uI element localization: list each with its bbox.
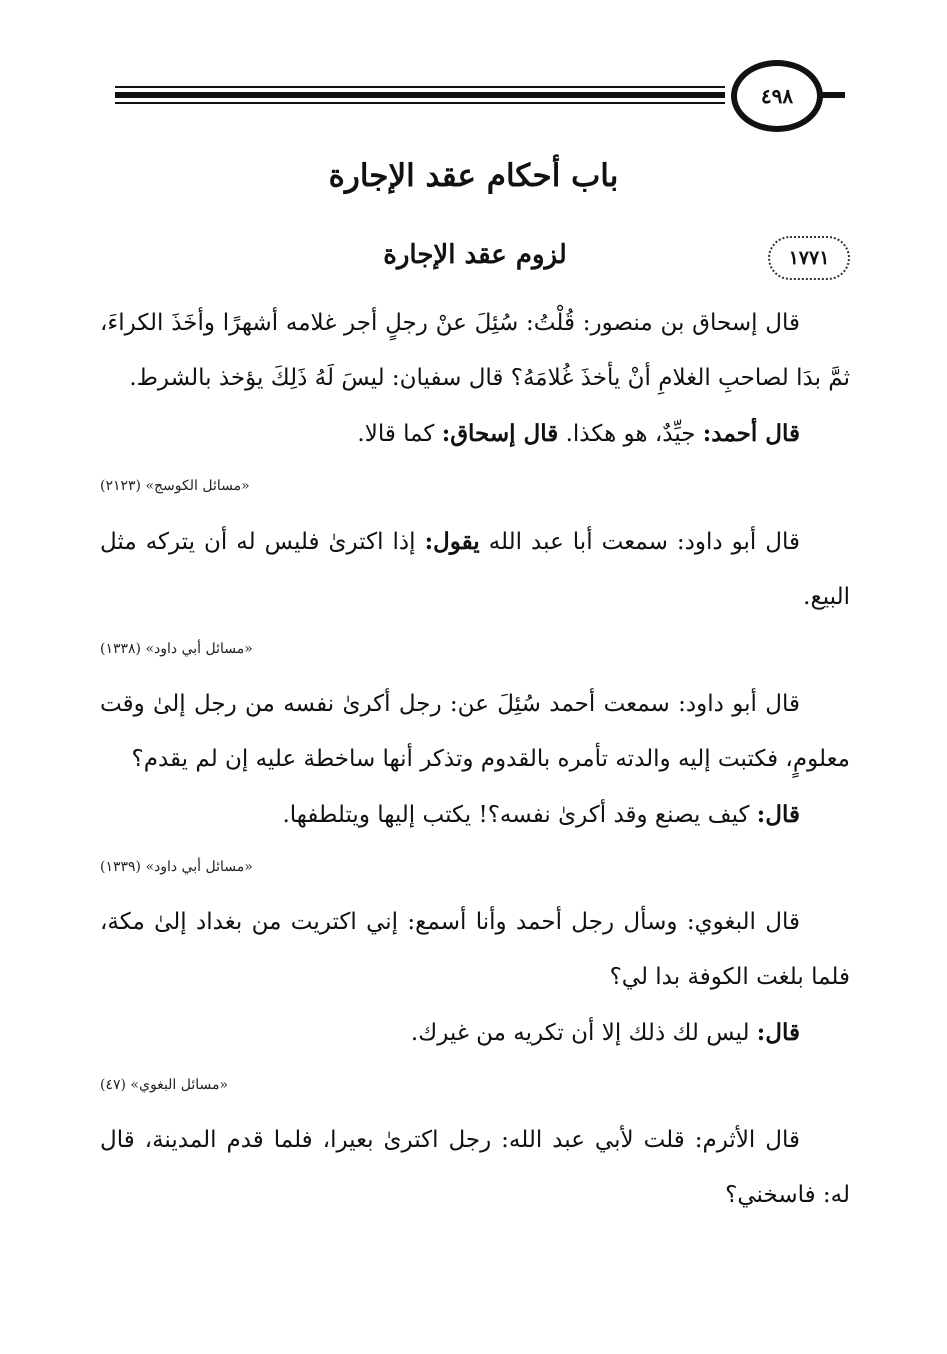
- paragraph: [100, 514, 850, 625]
- source-citation: [100, 476, 850, 496]
- paragraph-text: جيِّدٌ، هو هكذا.: [558, 421, 703, 447]
- paragraph-text: ليس لك ذلك إلا أن تكريه من غيرك.: [410, 1020, 757, 1046]
- speaker-label: قال إسحاق:: [441, 420, 559, 447]
- source-citation-text: «مسائل الكوسج» (٢١٢٣): [100, 478, 250, 494]
- speaker-label: قال أحمد:: [702, 420, 800, 447]
- source-citation: [100, 857, 850, 877]
- header-rule-thin-top: [115, 86, 725, 88]
- paragraph: [100, 895, 850, 1005]
- section-number: ١٧٧١: [788, 247, 830, 269]
- paragraph: [100, 1113, 850, 1223]
- page-header: [110, 58, 845, 138]
- paragraph-text: قال إسحاق بن منصور: قُلْتُ: سُئِلَ عنْ رجلٍ أجر غلامه أشهرًا وأخَذَ الكراءَ، ثمَّ بدَا لصاحبِ الغلامِ أنْ يأخذَ غُلامَهُ؟ قال سفيان: ليسَ لَهُ ذَلِكَ يؤخذ بالشرط.: [100, 310, 850, 391]
- speaker-label: قال:: [756, 801, 800, 828]
- paragraph-text: قال أبو داود: سمعت أبا عبد الله: [479, 529, 801, 555]
- paragraph-text: قال البغوي: وسأل رجل أحمد وأنا أسمع: إني اكتريت من بغداد إلىٰ مكة، فلما بلغت الكوفة بدا لي؟: [100, 909, 850, 990]
- header-rule: [115, 92, 725, 98]
- section-heading: [100, 236, 850, 286]
- paragraph: [100, 406, 850, 462]
- source-citation-text: «مسائل أبي داود» (١٣٣٨): [100, 641, 253, 657]
- paragraph-text: كما قالا.: [357, 421, 442, 447]
- paragraph: [100, 787, 850, 843]
- paragraph-text: قال الأثرم: قلت لأبي عبد الله: رجل اكترىٰ بعيرا، فلما قدم المدينة، قال له: فاسخني؟: [100, 1127, 850, 1208]
- page-body: [100, 296, 850, 1223]
- source-citation: [100, 639, 850, 659]
- paragraph: [100, 677, 850, 787]
- section-title: لزوم عقد الإجارة: [383, 240, 567, 270]
- chapter-title: باب أحكام عقد الإجارة: [328, 158, 619, 194]
- speaker-label: يقول:: [424, 528, 480, 555]
- paragraph: [100, 296, 850, 406]
- paragraph: [100, 1005, 850, 1061]
- source-citation: [100, 1075, 850, 1095]
- paragraph-text: إذا اكترىٰ فليس له أن يتركه مثل البيع.: [100, 529, 850, 610]
- section-number-badge: [768, 236, 850, 280]
- source-citation-text: «مسائل البغوي» (٤٧): [100, 1077, 229, 1093]
- paragraph-text: قال أبو داود: سمعت أحمد سُئِلَ عن: رجل أكرىٰ نفسه من رجل إلىٰ وقت معلومٍ، فكتبت إليه والدته تأمره بالقدوم وتذكر أنها ساخطة عليه إن لم يقدم؟: [100, 691, 850, 772]
- paragraph-text: كيف يصنع وقد أكرىٰ نفسه؟! يكتب إليها ويتلطفها.: [282, 802, 757, 828]
- source-citation-text: «مسائل أبي داود» (١٣٣٩): [100, 859, 253, 875]
- page-number-badge: [731, 60, 823, 132]
- page-number: ٤٩٨: [760, 84, 794, 108]
- header-rule-thin-bottom: [115, 102, 725, 104]
- speaker-label: قال:: [756, 1019, 800, 1046]
